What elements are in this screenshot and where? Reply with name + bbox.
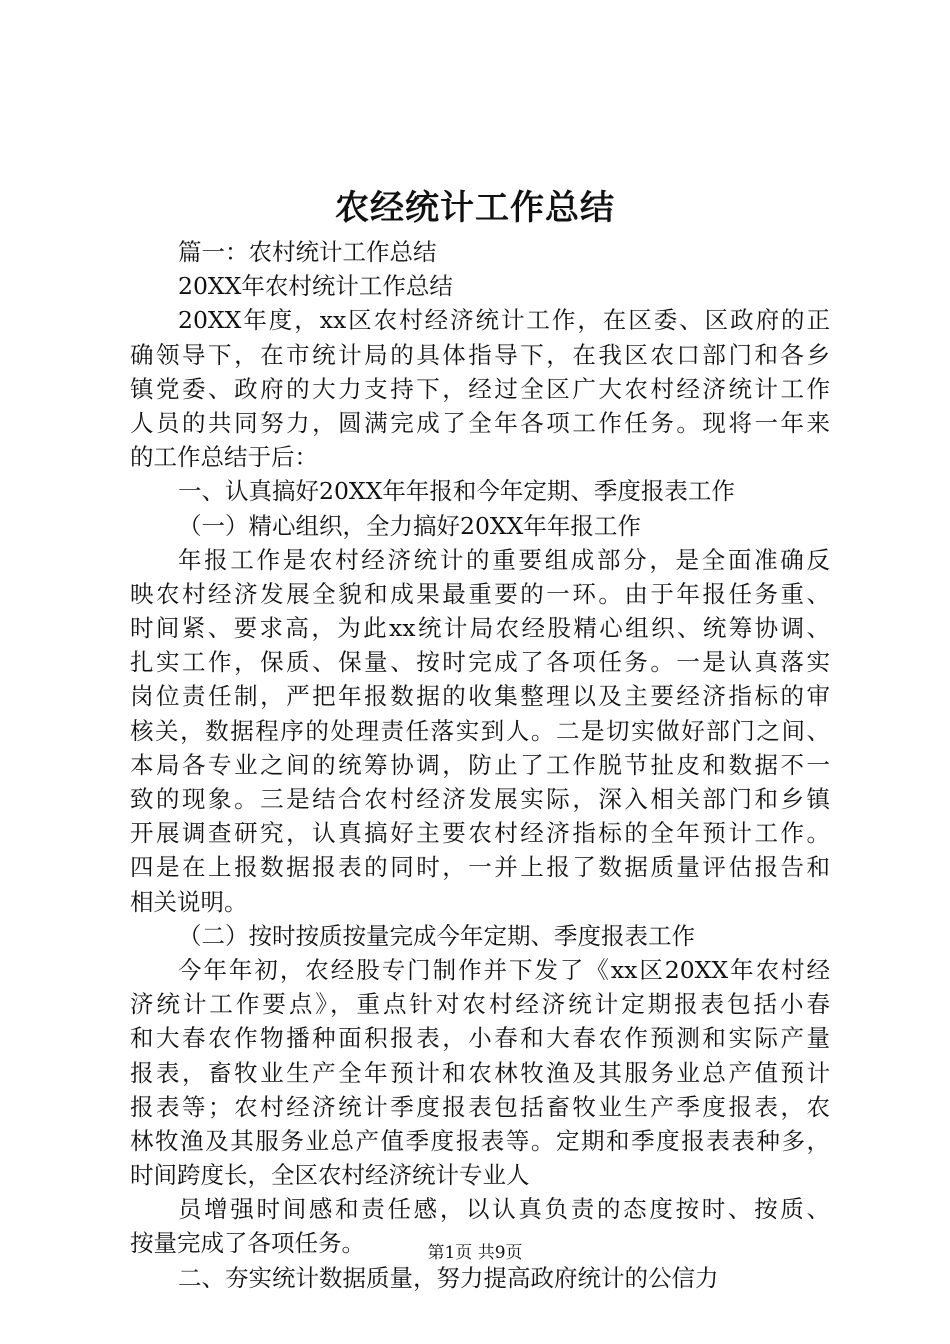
section-heading: 篇一：农村统计工作总结 [178, 238, 437, 266]
paragraph-line: 济统计工作要点》，重点针对农村经济统计定期报表包括小春 [130, 990, 830, 1019]
paragraph-line: 报表，畜牧业生产全年预计和农林牧渔及其服务业总产值预计 [130, 1058, 830, 1087]
paragraph-line: 映农村经济发展全貌和成果最重要的一环。由于年报任务重、 [130, 579, 830, 608]
document-body [130, 235, 830, 1295]
paragraph-line: 年报工作是农村经济统计的重要组成部分，是全面准确反 [178, 545, 830, 574]
section-heading: 二、夯实统计数据质量，努力提高政府统计的公信力 [178, 1263, 719, 1292]
paragraph-line: 的工作总结于后： [130, 443, 318, 472]
paragraph-line: 林牧渔及其服务业总产值季度报表等。定期和季度报表表种多， [130, 1126, 830, 1155]
paragraph-line: 核关，数据程序的处理责任落实到人。二是切实做好部门之间、 [130, 716, 830, 745]
document-title: 农经统计工作总结 [335, 188, 615, 228]
paragraph-line: 扎实工作，保质、保量、按时完成了各项任务。一是认真落实 [130, 648, 830, 677]
paragraph-line: 按量完成了各项任务。 [130, 1229, 365, 1258]
section-heading: 一、认真搞好20XX年年报和今年定期、季度报表工作 [178, 477, 735, 506]
paragraph-line: 时间紧、要求高，为此xx统计局农经股精心组织、统筹协调、 [130, 614, 830, 643]
paragraph-line: 致的现象。三是结合农村经济发展实际，深入相关部门和乡镇 [130, 785, 830, 813]
paragraph-line: 时间跨度长，全区农村经济统计专业人 [130, 1161, 530, 1190]
subsection-heading: （二）按时按质按量完成今年定期、季度报表工作 [178, 921, 695, 950]
paragraph-line: 报表等；农村经济统计季度报表包括畜牧业生产季度报表，农 [130, 1092, 830, 1121]
paragraph-line: 人员的共同努力，圆满完成了全年各项工作任务。现将一年来 [130, 408, 830, 437]
paragraph-line: 岗位责任制，严把年报数据的收集整理以及主要经济指标的审 [130, 682, 830, 711]
paragraph-line: 今年年初，农经股专门制作并下发了《xx区20XX年农村经 [178, 955, 830, 984]
paragraph-line: 20XX年度，xx区农村经济统计工作，在区委、区政府的正 [178, 306, 830, 335]
subsection-heading: （一）精心组织，全力搞好20XX年年报工作 [178, 511, 641, 540]
paragraph-line: 本局各专业之间的统筹协调，防止了工作脱节扯皮和数据不一 [130, 750, 830, 779]
paragraph-line: 镇党委、政府的大力支持下，经过全区广大农村经济统计工作 [130, 374, 830, 403]
paragraph-line: 员增强时间感和责任感，以认真负责的态度按时、按质、 [178, 1195, 830, 1224]
paragraph-line: 和大春农作物播种面积报表，小春和大春农作预测和实际产量 [130, 1024, 830, 1053]
paragraph-line: 开展调查研究，认真搞好主要农村经济指标的全年预计工作。 [130, 819, 830, 848]
page-footer: 第1页 共9页 [427, 1243, 523, 1263]
paragraph-line: 四是在上报数据报表的同时，一并上报了数据质量评估报告和 [130, 853, 830, 882]
paragraph-line: 相关说明。 [130, 887, 248, 916]
paragraph-line: 确领导下，在市统计局的具体指导下，在我区农口部门和各乡 [130, 340, 830, 369]
subsection-heading: 20XX年农村统计工作总结 [178, 272, 453, 301]
